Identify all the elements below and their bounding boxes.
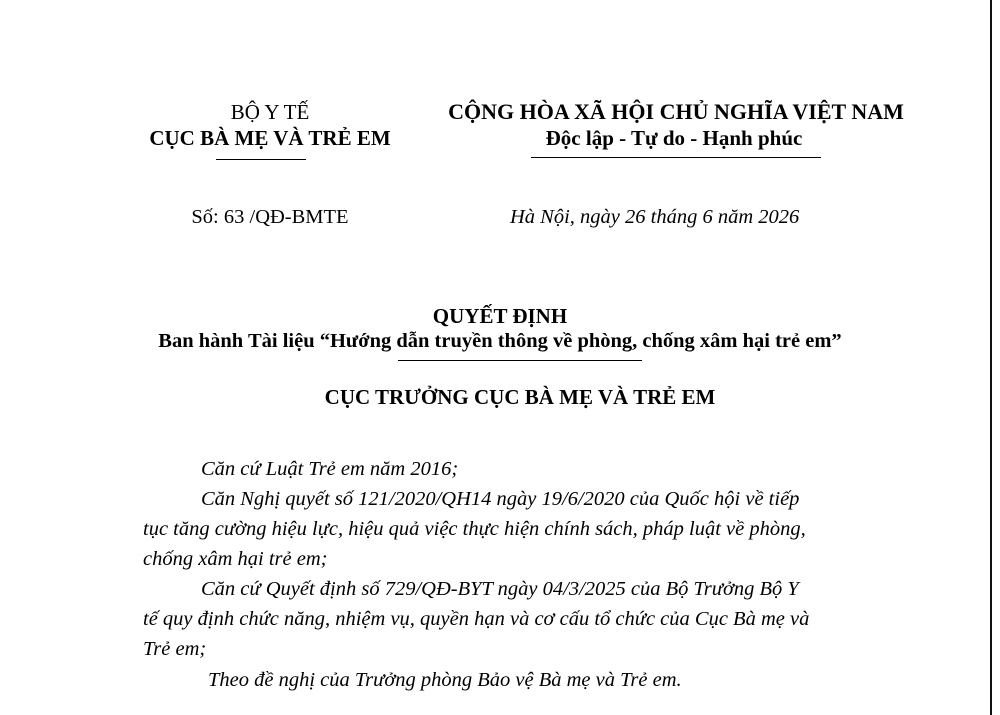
ministry-name: BỘ Y TẾ — [230, 100, 310, 124]
authority-title: CỤC TRƯỞNG CỤC BÀ MẸ VÀ TRẺ EM — [324, 385, 716, 409]
page-right-edge — [990, 0, 992, 715]
department-underline — [216, 159, 306, 160]
basis-decision-line-3: Trẻ em; — [143, 638, 207, 660]
place-and-date: Hà Nội, ngày 26 tháng 6 năm 2026 — [510, 206, 800, 228]
basis-children-law: Căn cứ Luật Trẻ em năm 2016; — [201, 458, 459, 480]
motto: Độc lập - Tự do - Hạnh phúc — [545, 126, 803, 150]
subtitle-underline — [398, 360, 642, 361]
document-number: Số: 63 /QĐ-BMTE — [191, 206, 349, 228]
basis-decision-line-2: tế quy định chức năng, nhiệm vụ, quyền hạn và cơ cấu tổ chức của Cục Bà mẹ và — [143, 608, 810, 630]
basis-resolution-line-2: tục tăng cường hiệu lực, hiệu quả việc thực hiện chính sách, pháp luật về phòng, — [143, 518, 806, 540]
motto-underline — [531, 157, 821, 158]
decision-title: QUYẾT ĐỊNH — [432, 304, 568, 328]
basis-decision-line-1: Căn cứ Quyết định số 729/QĐ-BYT ngày 04/3/2025 của Bộ Trưởng Bộ Y — [201, 578, 799, 600]
basis-resolution-line-1: Căn Nghị quyết số 121/2020/QH14 ngày 19/6/2020 của Quốc hội về tiếp — [201, 488, 800, 510]
decision-subtitle: Ban hành Tài liệu “Hướng dẫn truyền thông về phòng, chống xâm hại trẻ em” — [158, 330, 842, 352]
basis-proposal: Theo đề nghị của Trưởng phòng Bảo vệ Bà mẹ và Trẻ em. — [208, 669, 682, 691]
country-name: CỘNG HÒA XÃ HỘI CHỦ NGHĨA VIỆT NAM — [448, 99, 904, 124]
department-name: CỤC BÀ MẸ VÀ TRẺ EM — [149, 126, 391, 150]
basis-resolution-line-3: chống xâm hại trẻ em; — [143, 548, 328, 570]
